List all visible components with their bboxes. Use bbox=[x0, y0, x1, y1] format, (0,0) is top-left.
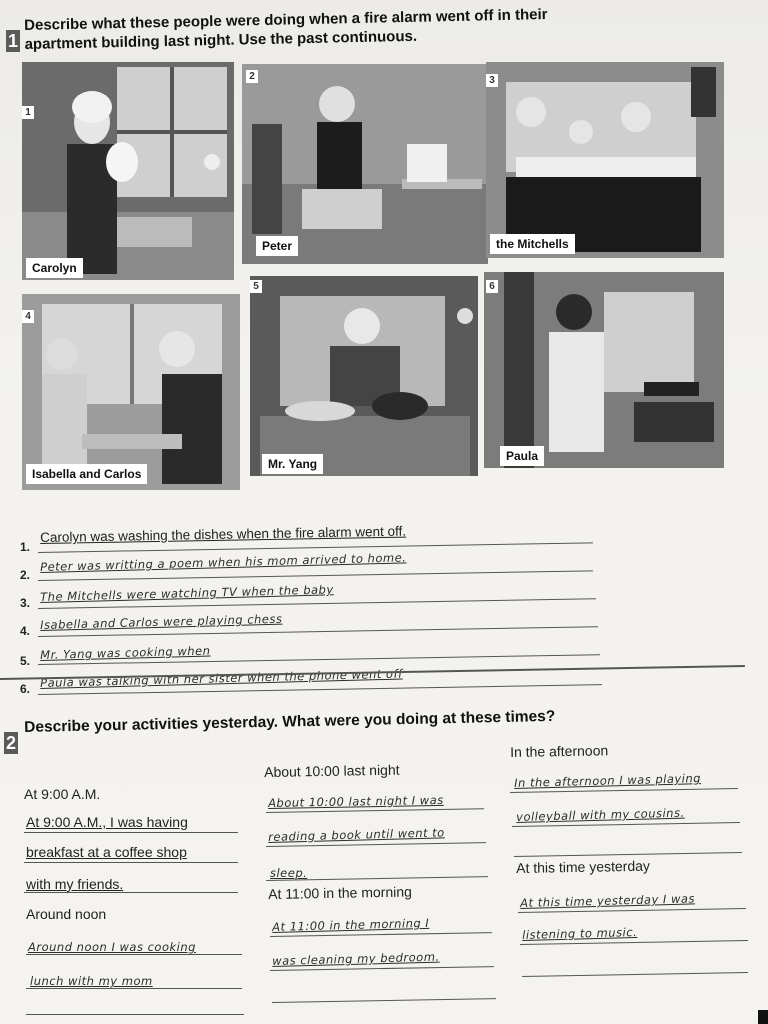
illustration-grid bbox=[22, 62, 724, 490]
panel-peter bbox=[242, 64, 488, 264]
prompt-this-time-yesterday: At this time yesterday bbox=[516, 857, 651, 876]
prompt-around-noon: Around noon bbox=[26, 906, 107, 922]
answer-number: 3. bbox=[20, 596, 31, 610]
chess-illustration bbox=[22, 294, 240, 490]
answer-2-handwritten[interactable]: Peter was writting a poem when his mom arrived to home. bbox=[40, 550, 407, 574]
panel-number-3: 3 bbox=[486, 74, 498, 87]
answer-5-handwritten[interactable]: Mr. Yang was cooking when bbox=[40, 643, 211, 662]
cooking-illustration bbox=[250, 276, 478, 476]
answer-line bbox=[26, 954, 242, 955]
prompt-9am: At 9:00 A.M. bbox=[24, 786, 101, 802]
answer-1-example: Carolyn was washing the dishes when the fire alarm went off. bbox=[40, 523, 407, 545]
answer-line bbox=[26, 1014, 244, 1015]
label-the-mitchells: the Mitchells bbox=[490, 234, 575, 254]
col1-answer-line-2: breakfast at a coffee shop bbox=[26, 844, 187, 860]
instruction-line-2: apartment building last night. Use the past continuous. bbox=[24, 27, 418, 53]
phone-call-illustration bbox=[484, 272, 724, 468]
answer-line bbox=[272, 998, 496, 1003]
answer-6-handwritten[interactable]: Paula was talking with her sister when the phone went off bbox=[40, 666, 403, 690]
answer-line bbox=[26, 988, 242, 989]
answer-number: 1. bbox=[20, 540, 31, 554]
exercise-1-instruction bbox=[24, 5, 548, 54]
answer-number: 2. bbox=[20, 568, 31, 582]
col3-handwritten-line-1[interactable]: In the afternoon I was playing bbox=[514, 771, 702, 790]
col3-handwritten-line-3[interactable]: At this time yesterday I was bbox=[520, 891, 696, 910]
panel-carolyn bbox=[22, 62, 234, 280]
exercise-number-badge: 1 bbox=[7, 31, 18, 51]
panel-isabella-and-carlos bbox=[22, 294, 240, 490]
col3-handwritten-line-4[interactable]: listening to music. bbox=[522, 924, 638, 942]
col2-handwritten-line-5[interactable]: was cleaning my bedroom. bbox=[272, 949, 440, 968]
answer-4-handwritten[interactable]: Isabella and Carlos were playing chess bbox=[40, 611, 283, 632]
answer-number: 5. bbox=[20, 654, 31, 668]
col1-answer-line-1: At 9:00 A.M., I was having bbox=[26, 814, 188, 830]
panel-number-6: 6 bbox=[486, 280, 498, 293]
page-corner-mark bbox=[758, 1010, 768, 1024]
label-mr-yang: Mr. Yang bbox=[262, 454, 323, 474]
tv-room-illustration bbox=[486, 62, 724, 258]
answer-3-handwritten[interactable]: The Mitchells were watching TV when the baby bbox=[40, 582, 334, 604]
prompt-10pm: About 10:00 last night bbox=[264, 761, 400, 780]
answer-line bbox=[24, 892, 238, 893]
col1-handwritten-line-2[interactable]: lunch with my mom bbox=[30, 974, 153, 988]
answer-line bbox=[522, 972, 748, 977]
answer-line bbox=[514, 852, 742, 857]
prompt-afternoon: In the afternoon bbox=[510, 742, 609, 760]
col1-handwritten-line-1[interactable]: Around noon I was cooking bbox=[28, 940, 196, 954]
label-paula: Paula bbox=[500, 446, 544, 466]
panel-number-2: 2 bbox=[246, 70, 258, 83]
answer-line bbox=[38, 542, 593, 553]
panel-number-4: 4 bbox=[22, 310, 34, 323]
study-illustration bbox=[242, 64, 488, 264]
col1-answer-line-3: with my friends. bbox=[26, 876, 124, 892]
panel-paula bbox=[484, 272, 724, 468]
col2-handwritten-line-4[interactable]: At 11:00 in the morning I bbox=[272, 915, 430, 934]
answer-line bbox=[24, 832, 238, 833]
prompt-11am: At 11:00 in the morning bbox=[268, 883, 412, 902]
col2-handwritten-line-2[interactable]: reading a book until went to bbox=[268, 825, 445, 844]
answer-line bbox=[38, 570, 593, 581]
answer-line bbox=[24, 862, 238, 863]
col2-handwritten-line-1[interactable]: About 10:00 last night I was bbox=[268, 792, 444, 810]
panel-number-1: 1 bbox=[22, 106, 34, 119]
kitchen-illustration bbox=[22, 62, 234, 280]
label-carolyn: Carolyn bbox=[26, 258, 83, 278]
label-peter: Peter bbox=[256, 236, 298, 256]
exercise-2-instruction: Describe your activities yesterday. What were you doing at these times? bbox=[24, 707, 556, 736]
answer-number: 4. bbox=[20, 624, 31, 638]
col2-handwritten-line-3[interactable]: sleep. bbox=[270, 866, 308, 880]
panel-mr-yang bbox=[250, 276, 478, 476]
panel-number-5: 5 bbox=[250, 280, 262, 293]
exercise-number-badge: 2 bbox=[5, 733, 16, 753]
answer-number: 6. bbox=[20, 682, 31, 696]
col3-handwritten-line-2[interactable]: volleyball with my cousins. bbox=[516, 805, 685, 824]
panel-the-mitchells bbox=[486, 62, 724, 258]
instruction-line-1: Describe what these people were doing when a fire alarm went off in their bbox=[24, 6, 548, 34]
label-isabella-and-carlos: Isabella and Carlos bbox=[26, 464, 147, 484]
